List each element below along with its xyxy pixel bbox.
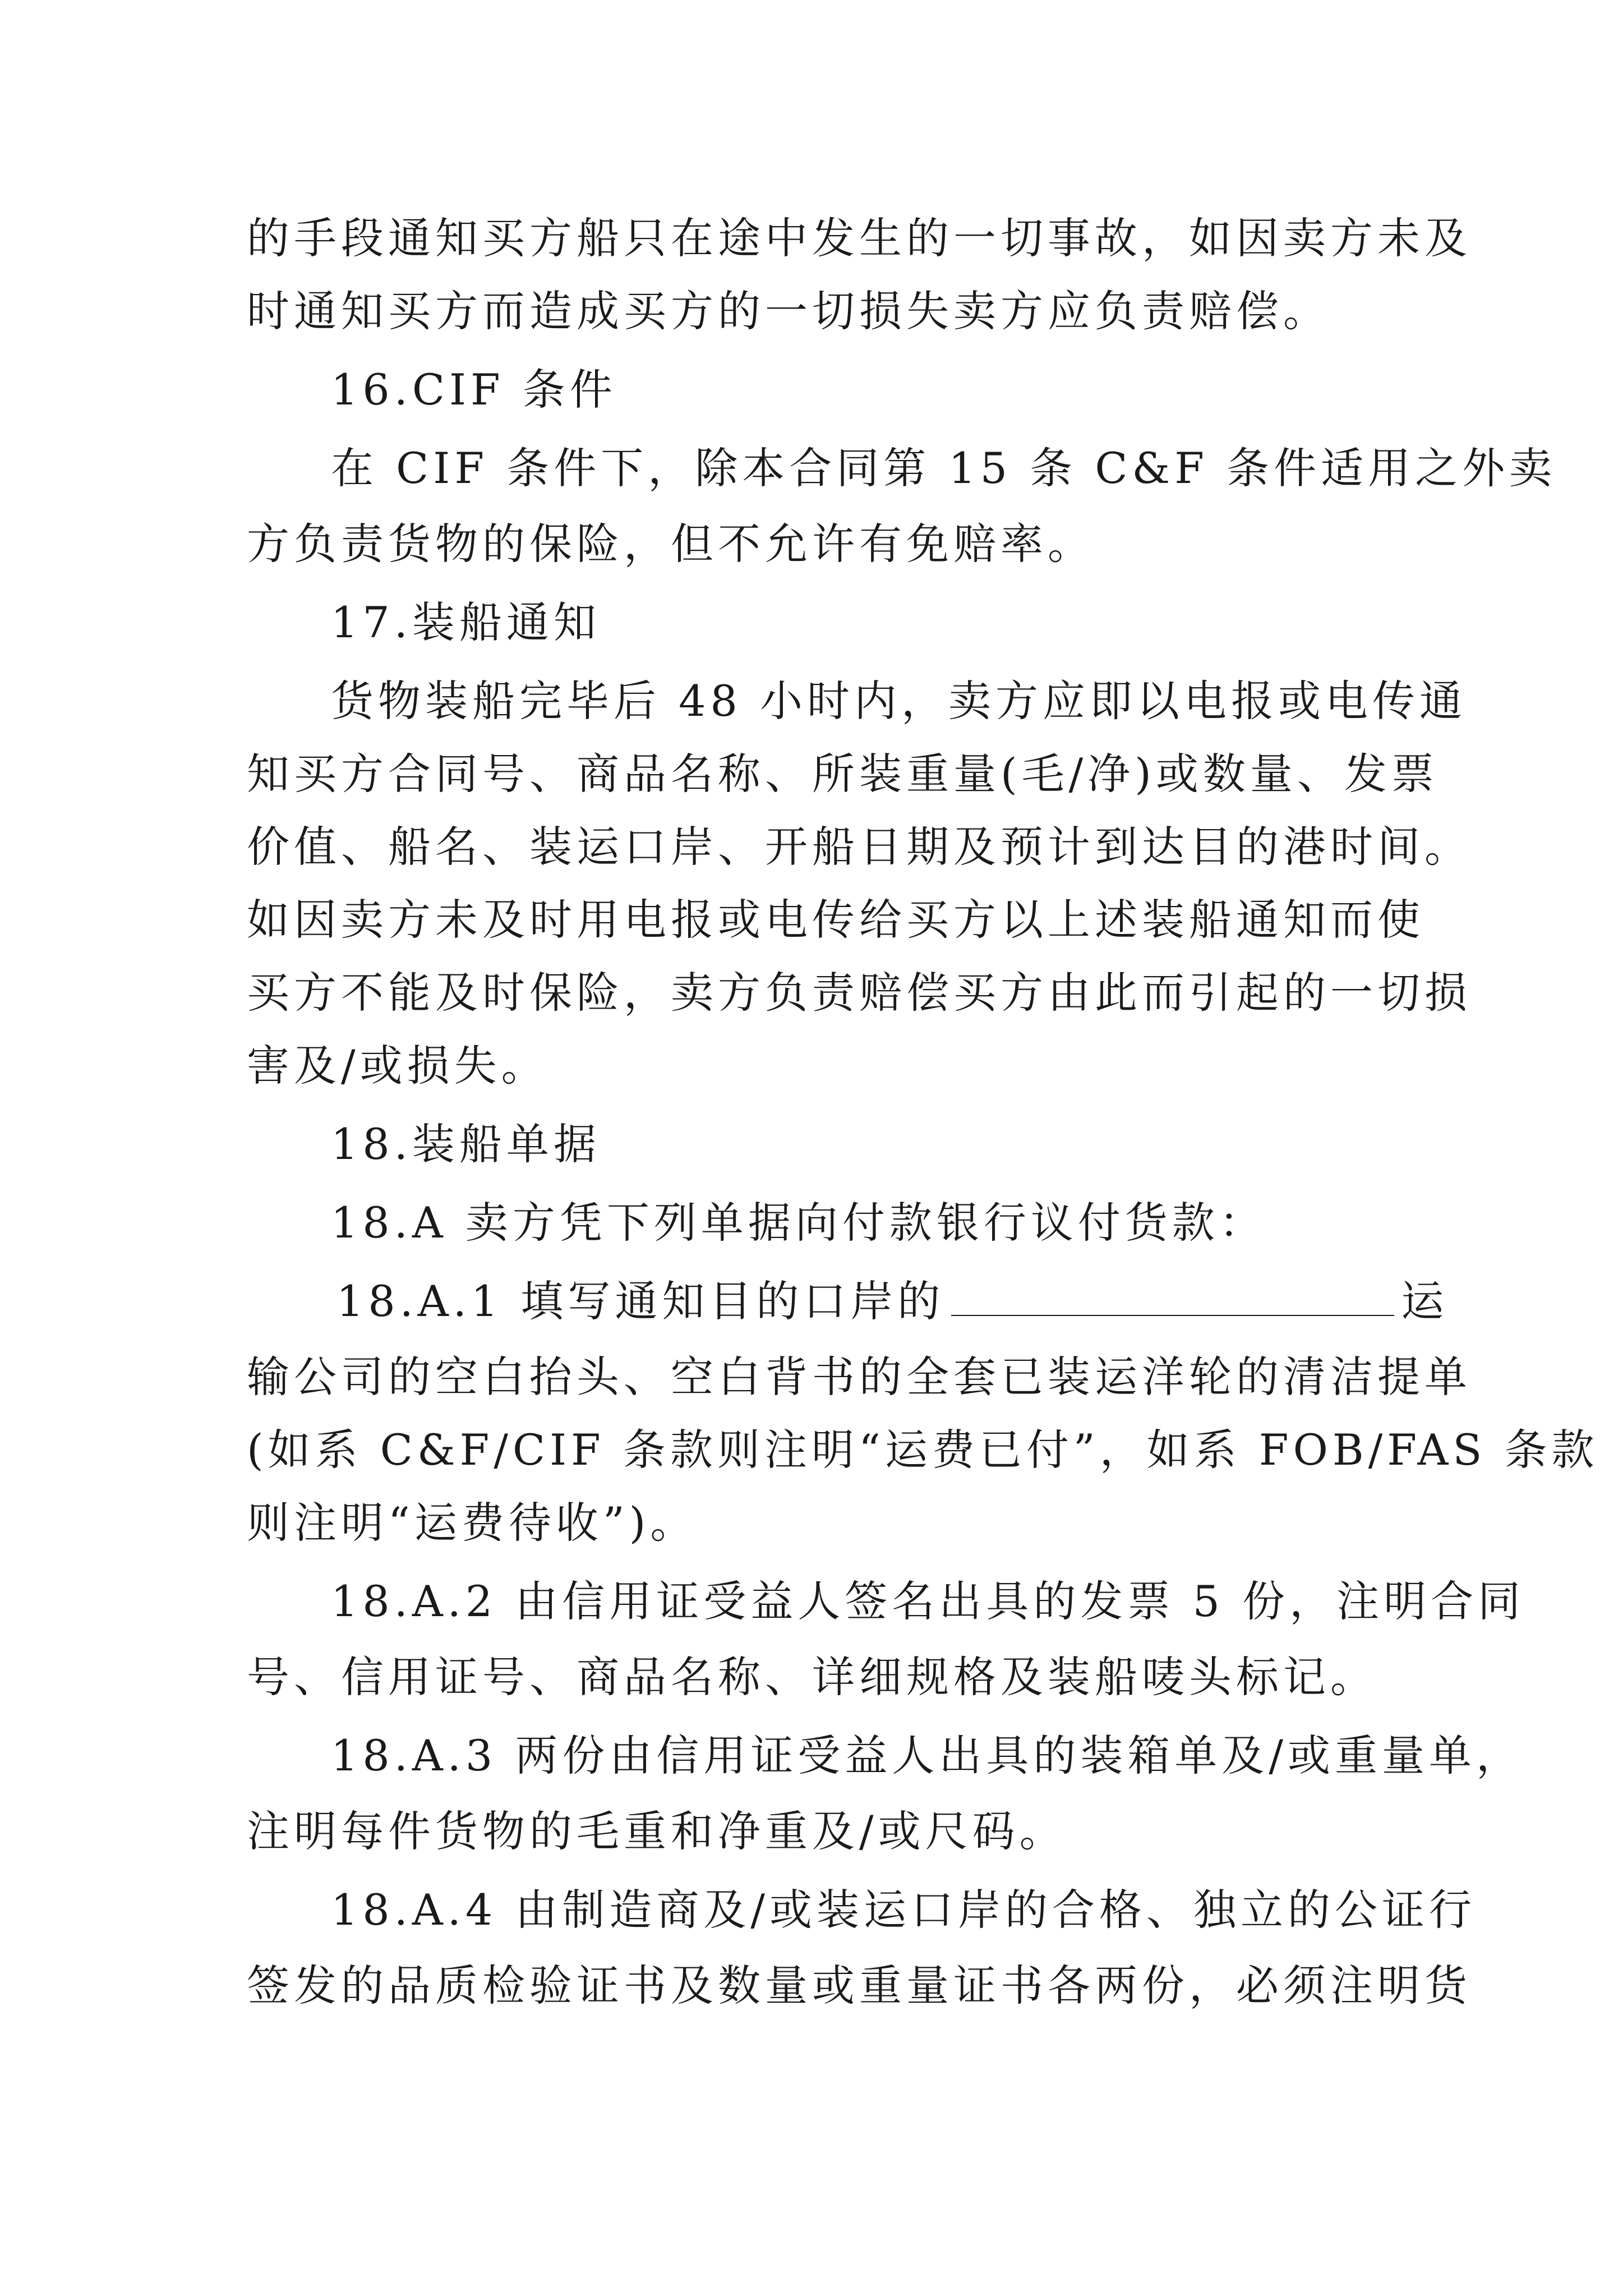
text-line: 签发的品质检验证书及数量或重量证书各两份，必须注明货 [247,1961,1472,2010]
text-line: 18.A 卖方凭下列单据向付款银行议付货款： [331,1198,1266,1248]
text-line: 知买方合同号、商品名称、所装重量(毛/净)或数量、发票 [247,749,1438,799]
text-line: 注明每件货物的毛重和净重及/或尺码。 [247,1806,1067,1856]
text-line: 货物装船完毕后 48 小时内，卖方应即以电报或电传通 [331,676,1467,726]
text-line: 在 CIF 条件下，除本合同第 15 条 C&F 条件适用之外卖 [331,443,1557,493]
text-line: 如因卖方未及时用电报或电传给买方以上述装船通知而使 [247,895,1424,945]
text-line: 输公司的空白抬头、空白背书的全套已装运洋轮的清洁提单 [247,1352,1472,1402]
text-line: 时通知买方而造成买方的一切损失卖方应负责赔偿。 [247,286,1330,336]
section-heading: 17.装船通知 [331,597,601,647]
text-line: 18.A.4 由制造商及/或装运口岸的合格、独立的公证行 [331,1885,1477,1935]
clause-text-end: 运 [1401,1276,1449,1326]
text-line [336,1273,1449,1329]
section-heading: 16.CIF 条件 [331,365,617,415]
text-line: 18.A.2 由信用证受益人签名出具的发票 5 份，注明合同 [331,1576,1525,1626]
fill-in-blank [951,1315,1394,1316]
text-line: 18.A.3 两份由信用证受益人出具的装箱单及/或重量单， [331,1731,1524,1780]
text-line: 号、信用证号、商品名称、详细规格及装船唛头标记。 [247,1652,1377,1702]
text-line: 的手段通知买方船只在途中发生的一切事故，如因卖方未及 [247,213,1472,263]
text-line: 方负责货物的保险，但不允许有免赔率。 [247,519,1095,569]
section-heading: 18.装船单据 [331,1119,601,1169]
clause-text: 18.A.1 填写通知目的口岸的 [336,1276,945,1326]
text-line: 价值、船名、装运口岸、开船日期及预计到达目的港时间。 [247,822,1472,872]
text-line: 害及/或损失。 [247,1041,548,1091]
text-line: 买方不能及时保险，卖方负责赔偿买方由此而引起的一切损 [247,968,1472,1018]
text-line: 则注明“运费待收”)。 [247,1498,698,1548]
text-line: (如系 C&F/CIF 条款则注明“运费已付”，如系 FOB/FAS 条款 [247,1425,1599,1475]
